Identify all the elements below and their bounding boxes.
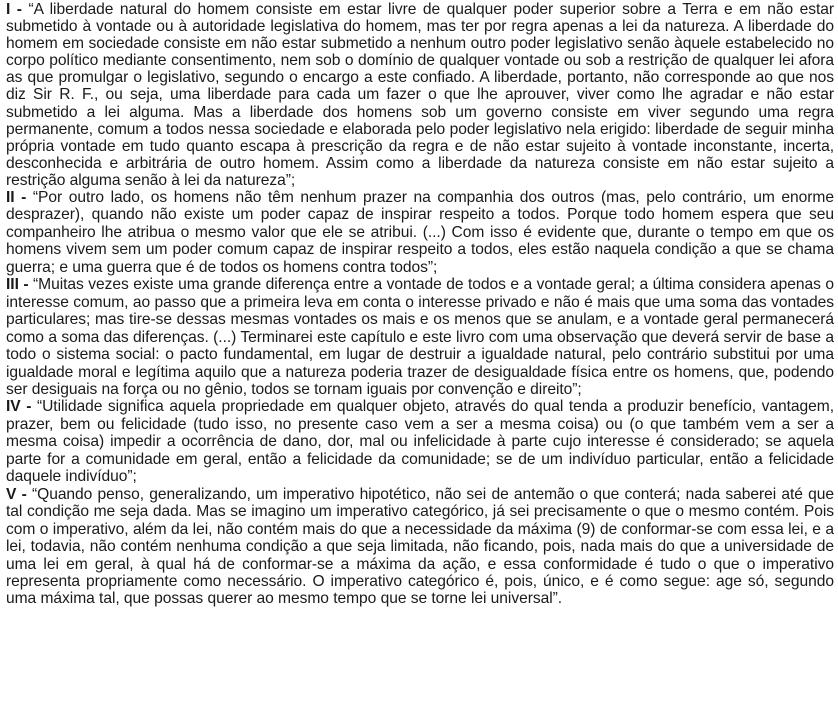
paragraph-4-text: “Utilidade significa aquela propriedade em qualquer objeto, através do qual tenda a produzir benefício, vantagem, prazer, bem ou felicidade (tudo isso, no presente caso vem a ser a mesma coisa) ou (o que também vem a ser a mesma coisa) impedir a ocorrência de dano, dor, mal ou infelicidade à parte cujo interesse é considerado; se aquela parte for a comunidade em geral, então a felicidade da comunidade; se de um indivíduo particular, então a felicidade daquele indivíduo”; bbox=[6, 398, 834, 486]
paragraph-1-text: “A liberdade natural do homem consiste em estar livre de qualquer poder superior sobre a Terra e em não estar submetido à vontade ou à autoridade legislativa do homem, mas ter por regra apenas a lei da natureza. A liberdade do homem em sociedade consiste em não estar submetido a nenhum outro poder legislativo senão àquele estabelecido no corpo político mediante consentimento, nem sob o domínio de qualquer vontade ou sob a restrição de qualquer lei afora as que promulgar o legislativo, segundo o encargo a este confiado. A liberdade, portanto, não corresponde ao que nos diz Sir R. F., ou seja, uma liberdade para cada um fazer o que lhe aprouver, viver como lhe agradar e não estar submetido a lei alguma. Mas a liberdade dos homens sob um governo consiste em viver segundo uma regra permanente, comum a todos nessa sociedade e elaborada pelo poder legislativo nela erigido: liberdade de seguir minha própria vontade em tudo quanto escapa à prescrição da regra e de não estar sujeito à vontade inconstante, incerta, desconhecida e arbitrária de outro homem. Assim como a liberdade da natureza consiste em não estar sujeito a restrição alguma senão à lei da natureza”; bbox=[6, 1, 835, 189]
paragraph-4 bbox=[6, 398, 834, 485]
paragraph-3 bbox=[6, 276, 834, 398]
paragraph-4-numeral: IV - bbox=[6, 398, 37, 416]
paragraph-2 bbox=[6, 189, 834, 276]
paragraph-1 bbox=[6, 1, 834, 189]
paragraph-2-text: “Por outro lado, os homens não têm nenhum prazer na companhia dos outros (mas, pelo contrário, um enorme desprazer), quando não existe um poder capaz de inspirar respeito a todos. Porque todo homem espera que seu companheiro lhe atribua o mesmo valor que ele se atribui. (...) Com isso é evidente que, durante o tempo em que os homens vivem sem um poder comum capaz de inspirar respeito a todos, eles estão naquela condição a que se chama guerra; e uma guerra que é de todos os homens contra todos”; bbox=[6, 189, 834, 276]
paragraph-3-text: “Muitas vezes existe uma grande diferença entre a vontade de todos e a vontade geral; a última considera apenas o interesse comum, ao passo que a primeira leva em conta o interesse privado e não é mais que uma soma das vontades particulares; mas tire-se dessas mesmas vontades os mais e os menos que se anulam, e a vontade geral permanecerá como a soma das diferenças. (...) Terminarei este capítulo e este livro com uma observação que deverá servir de base a todo o sistema social: o pacto fundamental, em lugar de destruir a igualdade natural, pelo contrário substitui por uma igualdade moral e legítima aquilo que a natureza poderia trazer de desigualdade física entre os homens, que, podendo ser desiguais na força ou no gênio, todos se tornam iguais por convenção e direito”; bbox=[6, 276, 834, 399]
paragraph-3-numeral: III - bbox=[6, 276, 33, 294]
paragraph-5 bbox=[6, 486, 834, 608]
paragraph-2-numeral: II - bbox=[6, 189, 33, 207]
paragraph-5-numeral: V - bbox=[6, 485, 32, 503]
paragraph-1-numeral: I - bbox=[6, 1, 29, 18]
paragraph-5-text: “Quando penso, generalizando, um imperativo hipotético, não sei de antemão o que conterá; nada saberei até que tal condição me seja dada. Mas se imagino um imperativo categórico, já sei precisamente o que o mesmo contém. Pois com o imperativo, além da lei, não contém mais do que a necessidade da máxima (9) de conformar-se com essa lei, e a lei, todavia, não contém nenhuma condição a que seja limitada, não ficando, pois, nada mais do que a universidade de uma lei em geral, à qual há de conformar-se a máxima da ação, e essa conformidade é tudo o que o imperativo representa propriamente como necessário. O imperativo categórico é, pois, único, e é como segue: age só, segundo uma máxima tal, que possas querer ao mesmo tempo que se torne lei universal”. bbox=[6, 485, 834, 608]
